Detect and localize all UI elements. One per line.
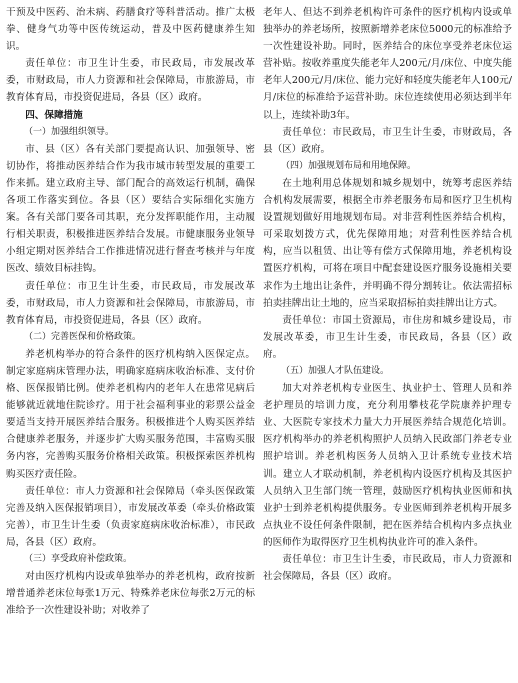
paragraph: 责任单位：市卫生计生委，市民政局，市发展改革委，市财政局，市人力资源和社会保障局，市旅游局，市教育体育局，市投资促进局，各县（区）政府。 xyxy=(6,58,255,104)
section-heading: 四、保障措施 xyxy=(25,109,83,121)
paragraph: 责任单位：市卫生计生委，市民政局，市发展改革委，市财政局，市人力资源和社会保障局，市旅游局，市教育体育局，市投资促进局，各县（区）政府。 xyxy=(6,280,255,326)
paragraph: 责任单位：市国土资源局，市住房和城乡建设局，市发展改革委，市卫生计生委，市民政局，各县（区）政府。 xyxy=(263,314,512,360)
paragraph: 责任单位：市卫生计生委，市民政局，市人力资源和社会保障局，各县（区）政府。 xyxy=(263,554,512,583)
subsection-heading: （三）享受政府补偿政策。 xyxy=(24,554,133,564)
left-column xyxy=(6,4,255,683)
subsection-heading: （二）完善医保和价格政策。 xyxy=(24,331,142,342)
subsection-heading: （四）加强规划布局和用地保障。 xyxy=(281,160,417,171)
paragraph: 干预及中医药、治未病、药膳食疗等科普活动。推广太极拳、健身气功等中医传统运动，普及中医药健康养生知识。 xyxy=(6,7,255,53)
subsection-heading: （一）加强组织领导。 xyxy=(24,126,115,137)
paragraph: 市、县（区）各有关部门要提高认识、加强领导、密切协作，将推动医养结合作为我市城市转型发展的重要工作来抓。建立政府主导、部门配合的高效运行机制，确保各项工作落实到位。各县（区）要结合实际细化实施方案。各有关部门要各司其职，充分发挥职能作用，主动履行相关职责，积极推进医养结合发展。市健康服务业领导小组定期对医养结合工作推进情况进行督查考核并与年度医改、绩效目标挂钩。 xyxy=(6,143,255,275)
paragraph: 养老机构举办的符合条件的医疗机构纳入医保定点。制定家庭病床管理办法，明确家庭病床收治标准、支付价格、医保报销比例。使养老机构内的老年人在患常见病后能够就近就地住院诊疗。用于社会福利事业的彩票公益金要适当支持开展医养结合服务。积极推进个人购买医养结合健康养老服务，并逐步扩大购买服务范围，丰富购买服务内容，完善购买服务价格相关政策。积极探索医养机构购买医疗责任险。 xyxy=(6,348,255,480)
paragraph: 在土地利用总体规划和城乡规划中，统筹考虑医养结合机构发展需要，根据全市养老服务布局和医疗卫生机构设置规划做好用地规划布局。对非营利性医养结合机构，可采取划拨方式，优先保障用地；对营利性医养结合机构，应当以租赁、出让等有偿方式保障用地，养老机构设置医疗机构，可将在项目中配套建设医疗服务设施相关要求作为土地出让条件，并明确不得分割转让。依法需招标拍卖挂牌出让土地的，应当采取招标拍卖挂牌出让方式。 xyxy=(263,177,512,309)
paragraph: 加大对养老机构专业医生、执业护士、管理人员和养老护理员的培训力度，充分利用攀枝花学院康养护理专业、大医院专家技术力量大力开展医养结合规范化培训。医疗机构举办的养老机构照护人员纳入民政部门养老专业照护培训。养老机构医务人员纳入卫计系统专业技术培训。建立人才联动机制，养老机构内设医疗机构及其医护人员纳入卫生部门统一管理，鼓励医疗机构执业医师和执业护士到养老机构提供服务。专业医师到养老机构开展多点执业不设任何条件限制，把在医养结合机构内多点执业的医师作为取得医疗卫生机构执业许可的准入条件。 xyxy=(263,383,512,548)
paragraph: 责任单位：市人力资源和社会保障局（牵头医保政策完善及纳入医保报销项目），市发展改革委（牵头价格政策完善），市卫生计生委（负责家庭病床收治标准），市民政局，各县（区）政府。 xyxy=(6,485,255,548)
right-column xyxy=(263,4,512,683)
paragraph: 老年人、但达不到养老机构许可条件的医疗机构内设或单独举办的养老场所，按照新增养老床位5000元的标准给予一次性建设补助。同时，医养结合的床位享受养老床位运营补贴。按收养重度失能老年人200元/月/床位、中度失能老年人200元/月/床位、能力完好和轻度失能老年人100元/月/床位的标准给予运营补助。床位连续使用必须达到半年以上，连续补助3年。 xyxy=(263,7,512,121)
paragraph: 责任单位：市民政局，市卫生计生委，市财政局，各县（区）政府。 xyxy=(263,126,512,155)
paragraph: 对由医疗机构内设或单独举办的养老机构，政府按新增普通养老床位每张1万元、特殊养老床位每张2万元的标准给予一次性建设补助；对收养了 xyxy=(6,571,255,617)
subsection-heading: （五）加强人才队伍建设。 xyxy=(281,365,390,376)
